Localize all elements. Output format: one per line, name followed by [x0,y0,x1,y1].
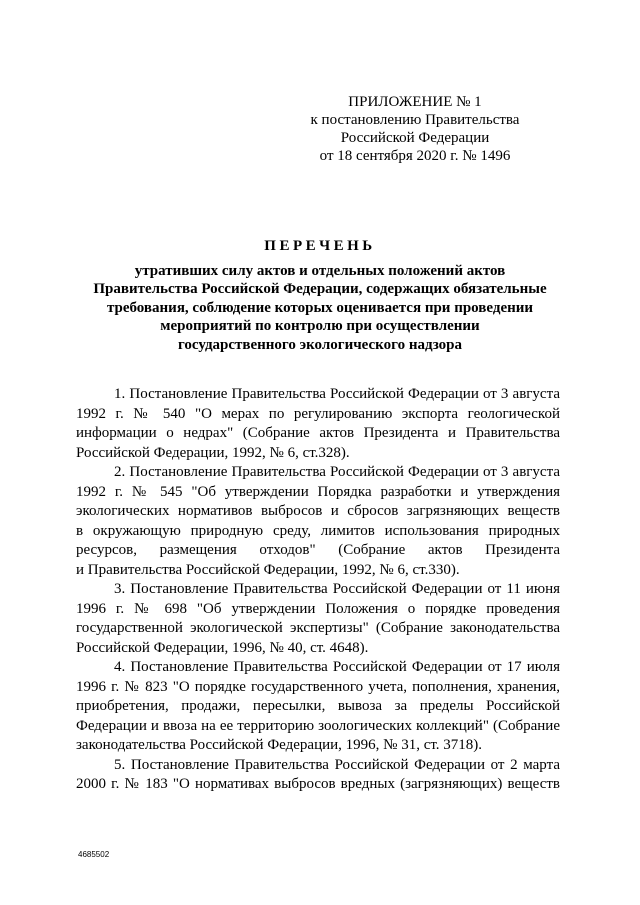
paragraph-line: 3. Постановление Правительства Российской Федерации от 11 июня [114,581,560,597]
paragraph-line: 1996 г. № 698 "Об утверждении Положения о порядке проведения [76,600,560,617]
appendix-line-1: к постановлению Правительства [310,112,520,128]
paragraph-line: Российской Федерации, 1992, № 6, ст.328). [76,444,350,461]
paragraph-line: ресурсов, размещения отходов" (Собрание актов Президента [76,542,560,558]
paragraph-line: Федерации и ввоза на ее территорию зоологических коллекций" (Собрание [76,717,560,734]
paragraph-line: 2. Постановление Правительства Российской Федерации от 3 августа [114,464,560,480]
paragraph-line: Российской Федерации, 1996, № 40, ст. 4648). [76,639,369,656]
paragraph-line: законодательства Российской Федерации, 1996, № 31, ст. 3718). [76,737,483,753]
subtitle-line: государственного экологического надзора [177,336,463,353]
list-item-1 [76,385,560,463]
paragraph-line: 5. Постановление Правительства Российской Федерации от 2 марта [114,756,560,773]
subtitle-line: мероприятий по контролю при осуществлении [160,318,480,335]
appendix-header [300,93,530,165]
paragraph-line: экологических нормативов выбросов и сбросов загрязняющих веществ [76,503,560,519]
list-item-2 [76,463,560,580]
subtitle-line: требования, соблюдение которых оценивается при проведении [106,299,534,316]
appendix-line-2: Российской Федерации [340,130,490,146]
document-body [76,385,560,795]
appendix-line-3: от 18 сентября 2020 г. № 1496 [319,148,511,164]
list-item-4 [76,658,560,756]
subtitle-line: Правительства Российской Федерации, содержащих обязательные [93,281,547,298]
paragraph-line: информации о недрах" (Собрание актов Президента и Правительства [76,425,560,441]
document-number: 4685502 [78,850,110,859]
document-heading: ПЕРЕЧЕНЬ [264,238,376,254]
list-item-5 [76,756,560,795]
paragraph-line: государственной экологической экспертизы" (Собрание законодательства [76,620,560,636]
paragraph-line: 1992 г. № 540 "О мерах по регулированию экспорта геологической [76,405,560,422]
appendix-title: ПРИЛОЖЕНИЕ № 1 [348,94,482,110]
paragraph-line: 2000 г. № 183 "О нормативах выбросов вредных (загрязняющих) веществ [76,776,560,792]
list-item-3 [76,580,560,658]
paragraph-line: 1. Постановление Правительства Российской Федерации от 3 августа [114,386,560,402]
paragraph-line: 1996 г. № 823 "О порядке государственного учета, пополнения, хранения, [76,678,560,695]
paragraph-line: в окружающую природную среду, лимитов использования природных [76,522,560,539]
paragraph-line: 1992 г. № 545 "Об утверждении Порядка разработки и утверждения [76,483,560,500]
subtitle-line: утративших силу актов и отдельных положений актов [134,263,506,279]
document-subtitle [80,262,560,354]
paragraph-line: и Правительства Российской Федерации, 1992, № 6, ст.330). [76,561,460,578]
paragraph-line: 4. Постановление Правительства Российской Федерации от 17 июля [114,659,560,675]
paragraph-line: приобретения, продажи, пересылки, вывоза за пределы Российской [76,698,560,714]
